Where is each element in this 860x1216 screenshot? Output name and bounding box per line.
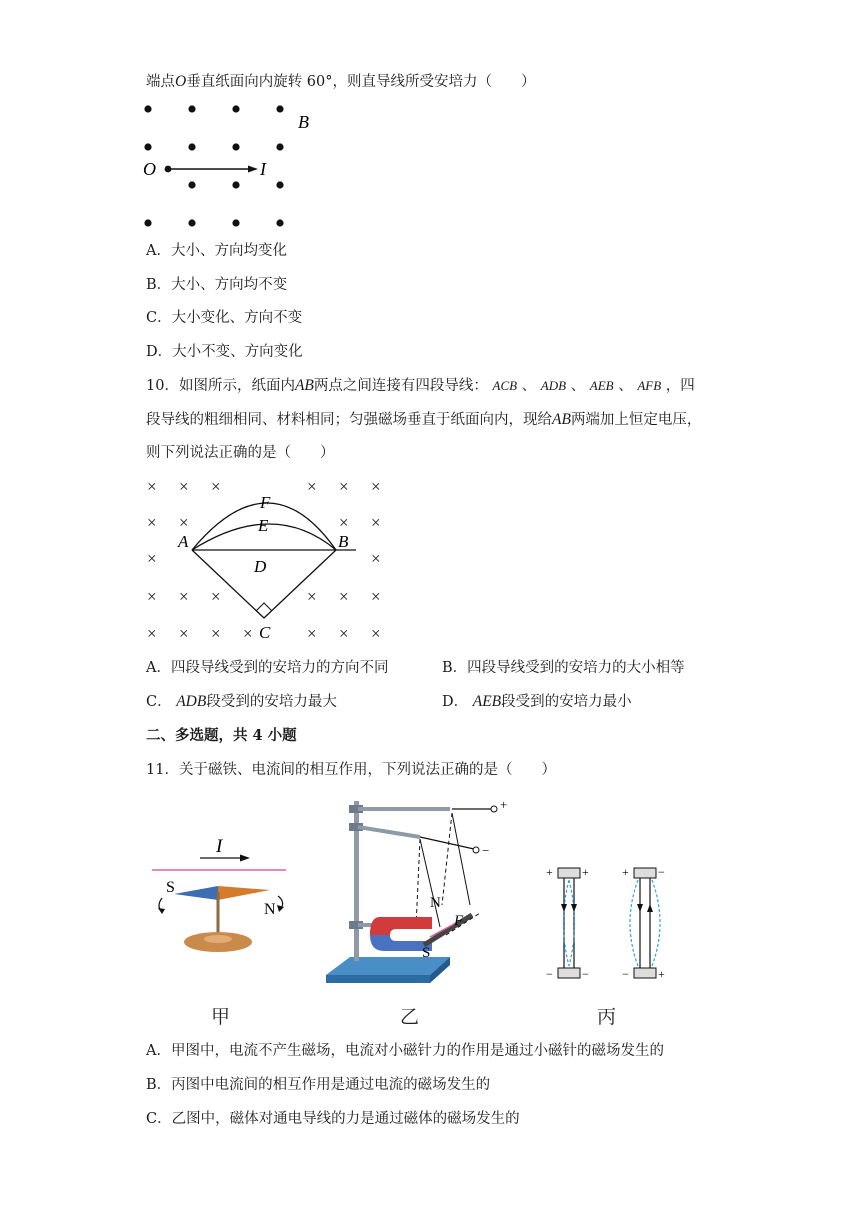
q9-option-c: C．大小变化、方向不变 <box>146 310 303 326</box>
jia-label-N: N <box>264 901 276 918</box>
q11-option-b: B．丙图中电流间的相互作用是通过电流的磁场发生的 <box>146 1077 491 1093</box>
field-cross-mark: × <box>339 513 349 532</box>
q10-label-A: A <box>178 532 189 551</box>
q9-figure <box>140 100 320 230</box>
q10-label-F: F <box>260 493 271 512</box>
field-cross-mark: × <box>339 587 349 606</box>
q11-figure-yi <box>320 795 520 995</box>
bing-plus-1: + <box>546 865 553 879</box>
q11-stem: 11．关于磁铁、电流间的相互作用，下列说法正确的是（ ） <box>146 762 556 778</box>
q9-option-b: B．大小、方向均不变 <box>146 277 288 293</box>
yi-label-N: N <box>430 895 441 911</box>
q10-option-b: B．四段导线受到的安培力的大小相等 <box>442 660 685 676</box>
q10-option-c: C． ADB段受到的安培力最大 <box>146 693 337 710</box>
bing-minus-1: − <box>546 967 553 981</box>
q10-option-a: A．四段导线受到的安培力的方向不同 <box>146 660 389 676</box>
q9-label-I: I <box>260 159 266 179</box>
jia-label-I: I <box>216 836 223 857</box>
q9-option-a: A．大小、方向均变化 <box>146 243 287 259</box>
caption-jia: 甲 <box>211 1006 231 1028</box>
field-cross-mark: × <box>371 624 381 643</box>
field-cross-mark: × <box>307 587 317 606</box>
field-cross-mark: × <box>307 624 317 643</box>
section-heading: 二、多选题，共 4 小题 <box>146 727 297 744</box>
field-cross-mark: × <box>147 477 157 496</box>
bing-plus-2: + <box>582 865 589 879</box>
q11-figure-bing <box>538 860 678 990</box>
yi-minus: − <box>482 843 490 858</box>
q10-figure <box>140 476 390 646</box>
field-cross-mark: × <box>211 624 221 643</box>
field-cross-mark: × <box>371 549 381 568</box>
field-cross-mark: × <box>147 587 157 606</box>
q9-label-O: O <box>143 159 156 179</box>
q9-option-d: D．大小不变、方向变化 <box>146 344 303 360</box>
field-cross-mark: × <box>179 477 189 496</box>
field-cross-mark: × <box>243 624 253 643</box>
caption-yi: 乙 <box>400 1006 420 1028</box>
caption-bing: 丙 <box>597 1006 617 1028</box>
field-cross-mark: × <box>339 477 349 496</box>
q10-stem-line2: 段导线的粗细相同、材料相同；匀强磁场垂直于纸面向内，现给AB两端加上恒定电压， <box>146 411 702 428</box>
q11-option-a: A．甲图中，电流不产生磁场，电流对小磁针力的作用是通过小磁针的磁场发生的 <box>146 1043 664 1059</box>
bing-minus-4: − <box>622 967 629 981</box>
q10-label-D: D <box>254 557 267 576</box>
yi-label-F: F <box>454 913 464 929</box>
q10-label-E: E <box>258 516 269 535</box>
field-cross-mark: × <box>179 513 189 532</box>
field-cross-mark: × <box>179 624 189 643</box>
q10-option-d: D． AEB段受到的安培力最小 <box>442 693 632 710</box>
field-cross-mark: × <box>371 477 381 496</box>
yi-label-S: S <box>422 945 431 961</box>
bing-minus-2: − <box>582 967 589 981</box>
field-cross-mark: × <box>371 513 381 532</box>
jia-label-S: S <box>166 879 175 896</box>
bing-minus-3: − <box>658 865 665 879</box>
field-cross-mark: × <box>339 624 349 643</box>
q11-figure-jia <box>140 830 300 960</box>
field-cross-mark: × <box>147 549 157 568</box>
q10-stem-line3: 则下列说法正确的是（ ） <box>146 445 335 461</box>
field-cross-mark: × <box>371 587 381 606</box>
q9-stem: 端点O垂直纸面向内旋转 60°，则直导线所受安培力（ ） <box>146 73 536 90</box>
field-cross-mark: × <box>179 587 189 606</box>
field-cross-mark: × <box>211 477 221 496</box>
field-cross-mark: × <box>147 513 157 532</box>
q11-option-c: C．乙图中，磁体对通电导线的力是通过磁体的磁场发生的 <box>146 1111 520 1127</box>
q10-stem-line1: 10．如图所示，纸面内AB两点之间连接有四段导线： ACB 、 ADB 、 AEB 、 AFB ，四 <box>146 377 695 394</box>
bing-plus-3: + <box>622 865 629 879</box>
q10-label-B: B <box>338 532 349 551</box>
q9-label-B: B <box>298 112 309 132</box>
field-cross-mark: × <box>307 477 317 496</box>
q10-label-C: C <box>259 623 271 642</box>
bing-plus-4: + <box>658 967 665 981</box>
field-cross-mark: × <box>211 587 221 606</box>
field-cross-mark: × <box>147 624 157 643</box>
yi-plus: + <box>500 797 508 812</box>
